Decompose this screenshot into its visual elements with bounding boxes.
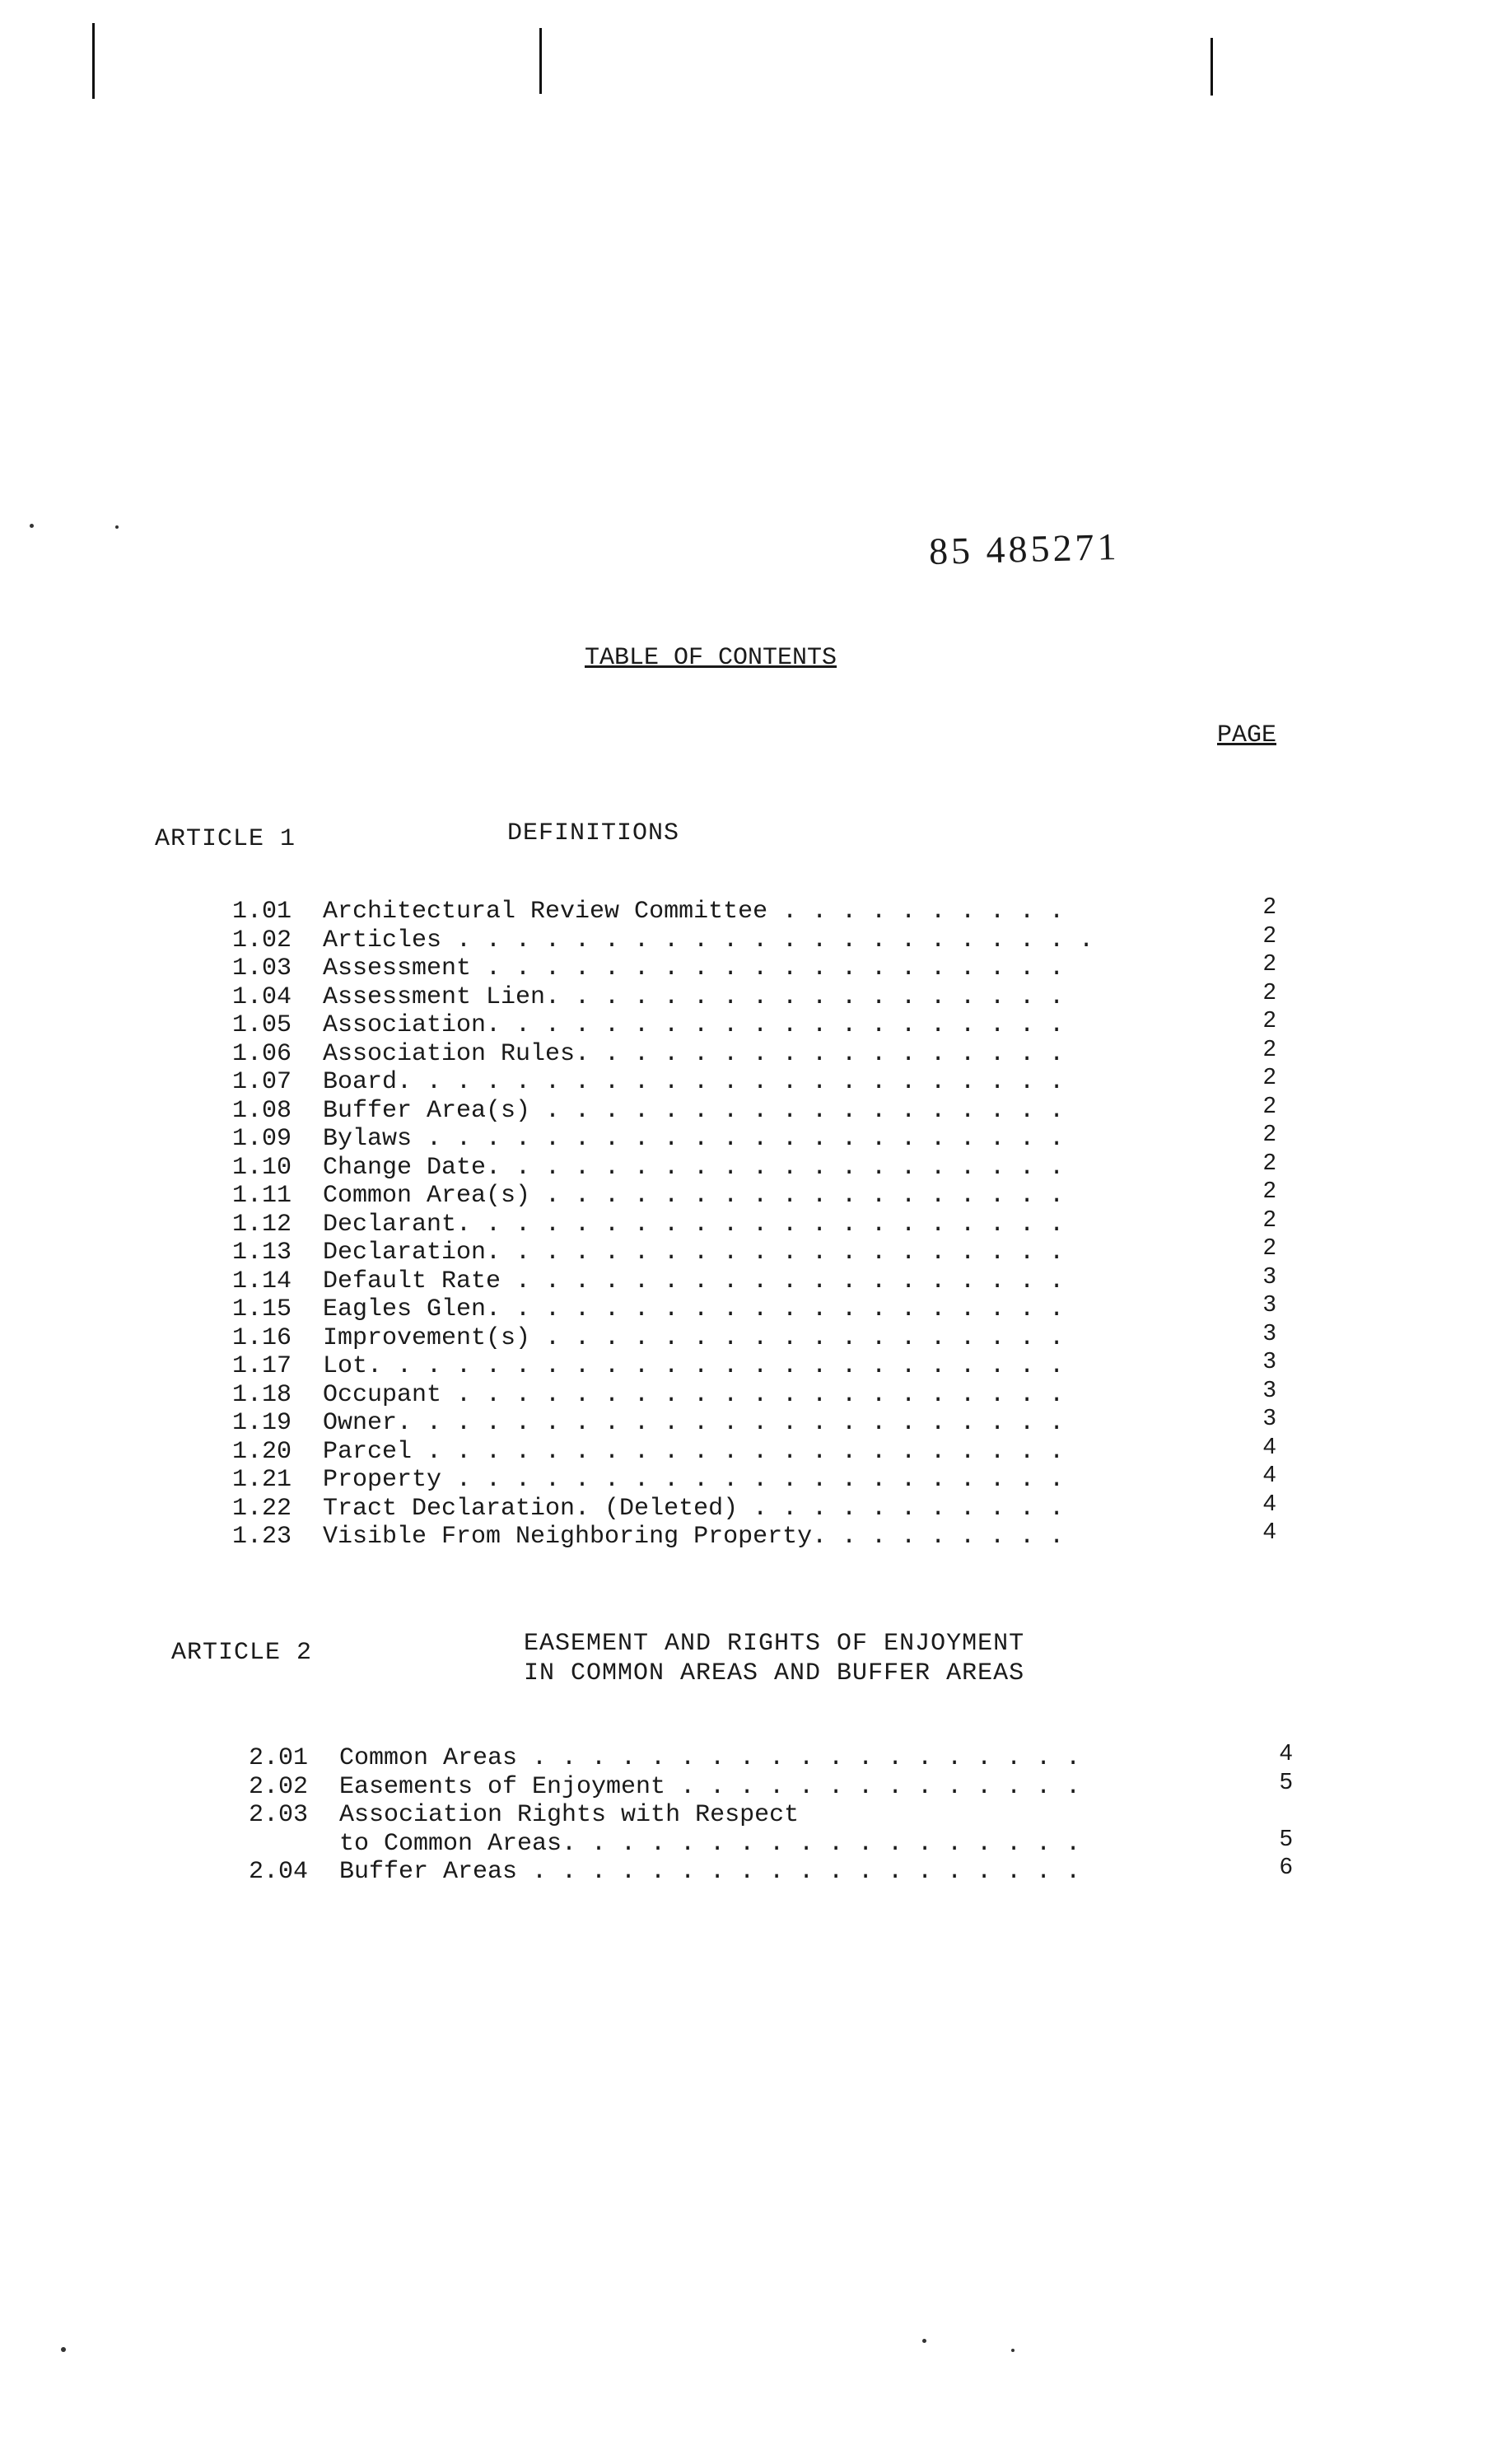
toc-entry: [232, 1006, 1303, 1040]
toc-entry-page: 3: [1263, 1290, 1276, 1316]
toc-entry-number: 1.22: [232, 1494, 292, 1523]
toc-entry-title: Occupant . . . . . . . . . . . . . . . . . . . . .: [323, 1380, 1065, 1409]
toc-entry-number: 1.13: [232, 1239, 292, 1267]
toc-entry-page: 2: [1263, 1006, 1276, 1032]
toc-entry-title: to Common Areas. . . . . . . . . . . . . . . . . .: [339, 1829, 1081, 1858]
toc-entry: [232, 1290, 1303, 1324]
toc-entry-page: 3: [1263, 1262, 1276, 1288]
toc-entry-title: Change Date. . . . . . . . . . . . . . . . . . . .: [323, 1153, 1065, 1182]
toc-entry-page: 3: [1263, 1347, 1276, 1373]
toc-entry-title: Owner. . . . . . . . . . . . . . . . . . . . . . .: [323, 1409, 1065, 1437]
binder-mark-center: [539, 28, 542, 94]
toc-entry-number: 1.09: [232, 1125, 292, 1153]
scan-speck: [30, 524, 34, 528]
toc-entry-number: 1.08: [232, 1096, 292, 1125]
toc-entry-page: 4: [1263, 1489, 1276, 1515]
toc-entry: [232, 1148, 1303, 1183]
toc-entry-number: 1.23: [232, 1523, 292, 1551]
toc-entry-page: 2: [1263, 1148, 1276, 1174]
article-title-line: EASEMENT AND RIGHTS OF ENJOYMENT: [524, 1630, 1025, 1658]
toc-entry-title: Buffer Area(s) . . . . . . . . . . . . . . . . . .: [323, 1096, 1065, 1125]
toc-entry-number: 1.02: [232, 926, 292, 954]
toc-entry-number: 1.10: [232, 1153, 292, 1182]
toc-entry: [232, 1177, 1303, 1211]
toc-entry-page: 2: [1263, 978, 1276, 1004]
toc-entry-page: 2: [1263, 1234, 1276, 1259]
toc-entry: [232, 921, 1303, 955]
toc-list: [232, 893, 1303, 1552]
toc-entry: [232, 1262, 1303, 1296]
toc-entry-title: Lot. . . . . . . . . . . . . . . . . . . . . . . .: [323, 1352, 1065, 1380]
toc-entry-title: Common Areas . . . . . . . . . . . . . . . . . . .: [339, 1744, 1081, 1772]
toc-entry: [232, 1489, 1303, 1524]
toc-entry-page: 5: [1280, 1767, 1293, 1794]
toc-entry-number: 1.07: [232, 1068, 292, 1096]
toc-entry: [249, 1739, 1319, 1773]
toc-entry-title: Visible From Neighboring Property. . . . . . . . .: [323, 1523, 1065, 1551]
toc-entry-title: Parcel . . . . . . . . . . . . . . . . . . . . . .: [323, 1437, 1065, 1466]
toc-entry: [232, 1120, 1303, 1154]
article-title-line: DEFINITIONS: [507, 819, 680, 847]
toc-entry-title: Association. . . . . . . . . . . . . . . . . . . .: [323, 1011, 1065, 1039]
toc-entry-page: 2: [1263, 1120, 1276, 1146]
toc-entry-number: 1.19: [232, 1409, 292, 1437]
toc-entry: [232, 950, 1303, 983]
toc-entry-page: 4: [1263, 1432, 1276, 1458]
toc-entry-title: Assessment . . . . . . . . . . . . . . . . . . . .: [323, 954, 1065, 982]
toc-entry: [232, 1375, 1303, 1410]
toc-entry: [232, 1347, 1303, 1381]
toc-entry-page: 5: [1280, 1824, 1293, 1850]
toc-entry-number: 1.16: [232, 1323, 292, 1352]
toc-entry-page: 2: [1263, 921, 1276, 947]
toc-entry-number: 1.04: [232, 982, 292, 1011]
toc-entry: [232, 893, 1303, 926]
article-title: [507, 819, 679, 848]
scan-speck: [61, 2347, 66, 2352]
toc-entry-number: 1.12: [232, 1210, 292, 1239]
toc-entry-number: 2.01: [249, 1744, 309, 1772]
binder-mark-left: [92, 23, 95, 99]
toc-entry: [249, 1853, 1319, 1887]
scan-speck: [1011, 2349, 1015, 2352]
toc-entry-title: Association Rights with Respect: [339, 1801, 800, 1829]
toc-entry-title: Default Rate . . . . . . . . . . . . . . . . . . .: [323, 1267, 1065, 1295]
toc-entry-number: 1.01: [232, 898, 292, 926]
toc-entry-page: 2: [1263, 950, 1276, 975]
toc-entry-page: 2: [1263, 1177, 1276, 1202]
toc-entry-number: 1.11: [232, 1182, 292, 1210]
toc-entry-title: Architectural Review Committee . . . . . . . . . .: [323, 898, 1065, 926]
toc-entry: [232, 1063, 1303, 1097]
toc-entry: [232, 1234, 1303, 1267]
toc-entry-page: 6: [1280, 1853, 1293, 1878]
toc-entry-number: 1.15: [232, 1295, 292, 1323]
toc-entry-number: 1.06: [232, 1039, 292, 1068]
toc-entry: [232, 1518, 1303, 1552]
toc-entry-title: Assessment Lien. . . . . . . . . . . . . . . . . .: [323, 982, 1065, 1011]
toc-entry-title: Property . . . . . . . . . . . . . . . . . . . . .: [323, 1466, 1065, 1494]
toc-entry-title: Common Area(s) . . . . . . . . . . . . . . . . . .: [323, 1182, 1065, 1210]
toc-entry: [249, 1824, 1319, 1859]
toc-entry-page: 3: [1263, 1318, 1276, 1345]
toc-entry-number: 1.21: [232, 1466, 292, 1494]
toc-entry-title: Articles . . . . . . . . . . . . . . . . . . . . . .: [323, 926, 1094, 954]
toc-entry: [232, 1404, 1303, 1438]
toc-entry-page: 3: [1263, 1375, 1276, 1402]
page-column-header: PAGE: [1217, 721, 1277, 749]
toc-entry: [232, 1034, 1303, 1069]
toc-entry-number: 1.17: [232, 1352, 292, 1380]
toc-entry-number: 1.18: [232, 1380, 292, 1409]
article-title: [524, 1629, 1024, 1688]
toc-entry-page: 2: [1263, 1205, 1276, 1231]
toc-entry: [232, 1318, 1303, 1353]
toc-entry-number: 1.14: [232, 1267, 292, 1295]
toc-entry: [249, 1767, 1319, 1802]
toc-entry-page: 4: [1280, 1739, 1293, 1765]
toc-entry-title: Improvement(s) . . . . . . . . . . . . . . . . . .: [323, 1323, 1065, 1352]
toc-entry-number: 2.03: [249, 1801, 309, 1829]
toc-entry: [232, 1461, 1303, 1495]
toc-entry-number: 2.04: [249, 1858, 309, 1886]
toc-entry-title: Tract Declaration. (Deleted) . . . . . . . . . . .: [323, 1494, 1065, 1523]
toc-entry-title: Eagles Glen. . . . . . . . . . . . . . . . . . . .: [323, 1295, 1065, 1323]
toc-entry-title: Declaration. . . . . . . . . . . . . . . . . . . .: [323, 1239, 1065, 1267]
toc-entry-number: 1.20: [232, 1437, 292, 1466]
toc-entry: [232, 1205, 1303, 1239]
article-title-line: IN COMMON AREAS AND BUFFER AREAS: [524, 1659, 1025, 1687]
article-label: ARTICLE 2: [171, 1639, 313, 1667]
toc-entry-page: 2: [1263, 1063, 1276, 1089]
toc-entry: [232, 1432, 1303, 1467]
toc-entry-page: 2: [1263, 1034, 1276, 1061]
toc-entry-number: 1.03: [232, 954, 292, 982]
toc-entry-title: Board. . . . . . . . . . . . . . . . . . . . . . .: [323, 1068, 1065, 1096]
page-title: TABLE OF CONTENTS: [585, 644, 837, 672]
toc-entry-page: 2: [1263, 1091, 1276, 1118]
toc-entry-page: 3: [1263, 1404, 1276, 1430]
toc-entry-number: 2.02: [249, 1772, 309, 1801]
toc-entry-page: 4: [1263, 1518, 1276, 1543]
toc-entry-title: Declarant. . . . . . . . . . . . . . . . . . . . .: [323, 1210, 1065, 1239]
scan-speck: [115, 525, 119, 529]
toc-entry-title: Easements of Enjoyment . . . . . . . . . . . . . .: [339, 1772, 1081, 1801]
toc-entry-title: Buffer Areas . . . . . . . . . . . . . . . . . . .: [339, 1858, 1081, 1886]
toc-entry-page: 2: [1263, 893, 1276, 918]
toc-entry: [232, 1091, 1303, 1126]
toc-list: [249, 1739, 1319, 1887]
binder-mark-right: [1210, 38, 1213, 96]
toc-entry: [232, 978, 1303, 1012]
toc-entry-number: 1.05: [232, 1011, 292, 1039]
scan-speck: [922, 2339, 926, 2343]
document-number: 85 485271: [928, 525, 1121, 573]
toc-entry-title: Bylaws . . . . . . . . . . . . . . . . . . . . . .: [323, 1125, 1065, 1153]
toc-entry: [249, 1801, 1319, 1830]
toc-entry-title: Association Rules. . . . . . . . . . . . . . . . .: [323, 1039, 1065, 1068]
article-label: ARTICLE 1: [155, 825, 296, 853]
toc-entry-page: 4: [1263, 1461, 1276, 1486]
